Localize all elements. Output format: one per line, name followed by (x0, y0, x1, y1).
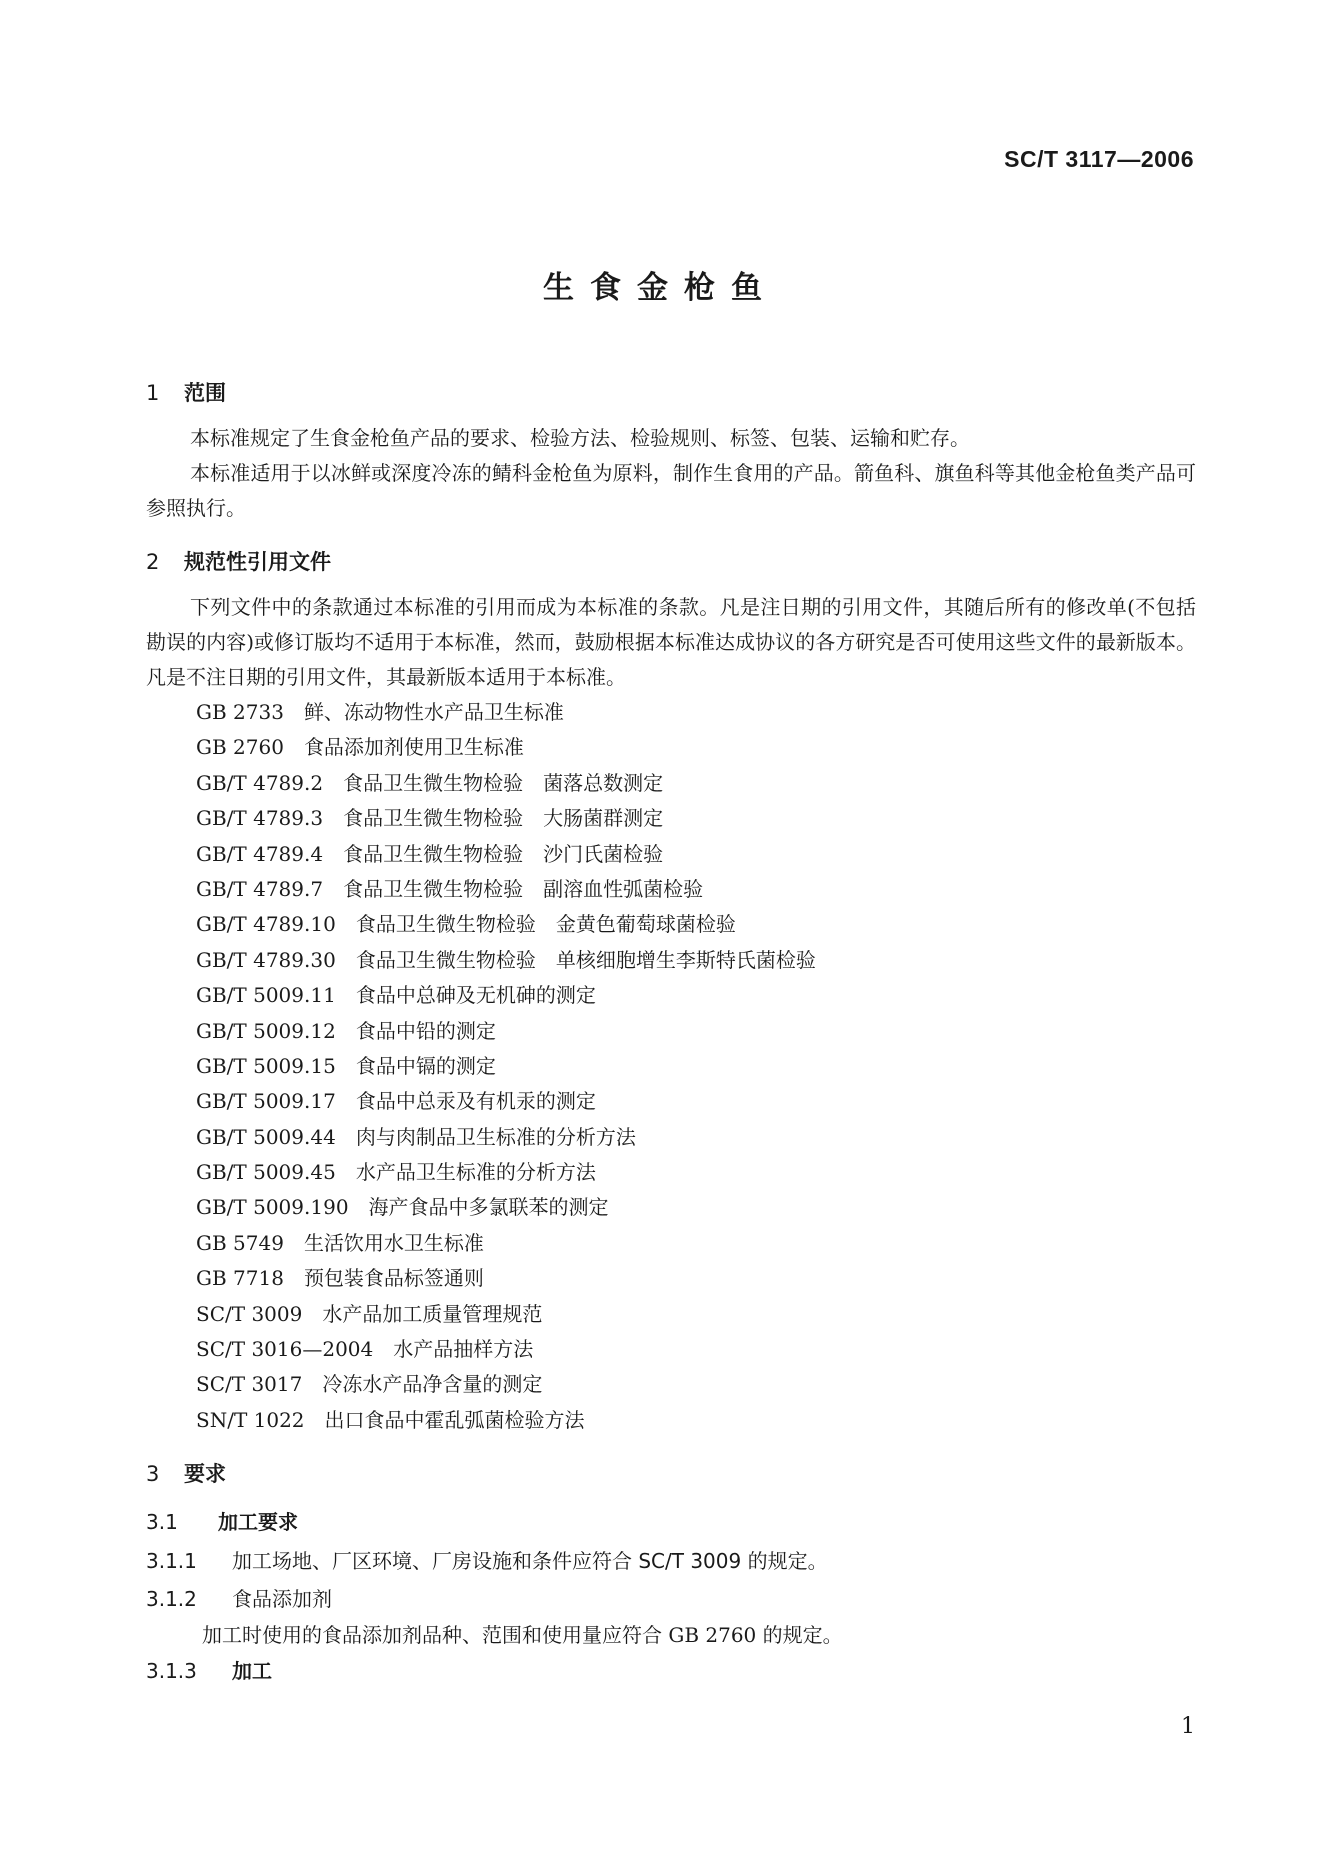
reference-code: GB/T 5009.190 (196, 1195, 349, 1220)
paragraph: 加工时使用的食品添加剂品种、范围和使用量应符合 GB 2760 的规定。 (202, 1623, 843, 1648)
clause (146, 1542, 1196, 1580)
clause-text: 加工场地、厂区环境、厂房设施和条件应符合 SC/T 3009 的规定。 (232, 1549, 828, 1574)
document-title: 生食金枪鱼 (543, 270, 778, 306)
paragraph: 本标准适用于以冰鲜或深度冷冻的鲭科金枪鱼为原料，制作生食用的产品。箭鱼科、旗鱼科等其他金枪鱼类产品可参照执行。 (146, 461, 1196, 520)
reference-code: GB/T 5009.17 (196, 1089, 336, 1114)
reference-code: GB 5749 (196, 1230, 284, 1255)
document-body (146, 365, 1196, 1690)
reference-code: GB/T 4789.7 (196, 876, 324, 901)
section-heading (146, 1446, 1196, 1502)
reference-code: SN/T 1022 (196, 1407, 305, 1432)
reference-item (146, 907, 1196, 942)
reference-item (146, 872, 1196, 907)
clause-number: 3.1.2 (146, 1587, 197, 1612)
paragraph: 下列文件中的条款通过本标准的引用而成为本标准的条款。凡是注日期的引用文件，其随后所有的修改单(不包括勘误的内容)或修订版均不适用于本标准，然而，鼓励根据本标准达成协议的各方研究是否可使用这些文件的最新版本。凡是不注日期的引用文件，其最新版本适用于本标准。 (146, 595, 1196, 689)
reference-code: GB/T 4789.4 (196, 841, 324, 866)
reference-title: 水产品加工质量管理规范 (322, 1301, 543, 1326)
clause (146, 1580, 1196, 1618)
reference-title: 冷冻水产品净含量的测定 (322, 1372, 543, 1397)
reference-title: 鲜、冻动物性水产品卫生标准 (303, 700, 564, 724)
reference-title: 海产食品中多氯联苯的测定 (368, 1195, 609, 1220)
reference-item (146, 1403, 1196, 1438)
section-title: 要求 (184, 1462, 226, 1487)
reference-item (146, 1120, 1196, 1155)
reference-title: 肉与肉制品卫生标准的分析方法 (355, 1124, 636, 1149)
reference-title: 预包装食品标签通则 (303, 1266, 484, 1291)
reference-item (146, 1014, 1196, 1049)
subsection-heading (146, 1502, 1196, 1542)
reference-code: SC/T 3009 (196, 1301, 303, 1326)
section-heading (146, 365, 1196, 421)
reference-item (146, 1190, 1196, 1225)
section-title: 规范性引用文件 (184, 550, 331, 574)
section-number: 3 (146, 1462, 160, 1487)
clause-text: 食品添加剂 (232, 1587, 332, 1612)
section-number: 2 (146, 550, 160, 574)
section-number: 1 (146, 381, 160, 405)
reference-title: 食品添加剂使用卫生标准 (303, 735, 524, 760)
reference-item (146, 943, 1196, 978)
reference-title: 食品卫生微生物检验 副溶血性弧菌检验 (343, 876, 704, 901)
reference-item (146, 766, 1196, 801)
reference-title: 食品中总砷及无机砷的测定 (355, 983, 596, 1008)
reference-item (146, 1084, 1196, 1119)
subsection-number: 3.1 (146, 1510, 178, 1535)
reference-code: GB/T 4789.2 (196, 770, 324, 795)
reference-item (146, 1226, 1196, 1261)
reference-code: GB 2733 (196, 700, 284, 724)
standard-code: SC/T 3117—2006 (1004, 146, 1194, 172)
reference-item (146, 695, 1196, 730)
section-normative-references (146, 534, 1196, 1438)
reference-code: GB 7718 (196, 1266, 284, 1291)
reference-code: GB/T 4789.10 (196, 912, 336, 937)
reference-title: 出口食品中霍乱弧菌检验方法 (324, 1407, 585, 1432)
section-scope (146, 365, 1196, 526)
page-number: 1 (1181, 1714, 1195, 1739)
reference-code: GB/T 5009.44 (196, 1124, 336, 1149)
reference-title: 食品卫生微生物检验 单核细胞增生李斯特氏菌检验 (355, 947, 816, 972)
clause-number: 3.1.1 (146, 1549, 197, 1574)
reference-item (146, 1332, 1196, 1367)
reference-item (146, 1049, 1196, 1084)
reference-item (146, 1297, 1196, 1332)
reference-title: 生活饮用水卫生标准 (303, 1230, 484, 1255)
reference-title: 食品卫生微生物检验 沙门氏菌检验 (343, 841, 664, 866)
reference-title: 食品中镉的测定 (355, 1053, 496, 1078)
reference-code: GB/T 5009.12 (196, 1018, 336, 1043)
reference-item (146, 801, 1196, 836)
reference-title: 食品卫生微生物检验 金黄色葡萄球菌检验 (355, 912, 736, 937)
reference-title: 食品卫生微生物检验 菌落总数测定 (343, 770, 664, 795)
section-requirements (146, 1446, 1196, 1690)
reference-title: 食品卫生微生物检验 大肠菌群测定 (343, 806, 664, 831)
section-title: 范围 (184, 381, 226, 405)
reference-item (146, 978, 1196, 1013)
clause (146, 1652, 1196, 1690)
reference-code: GB 2760 (196, 735, 284, 760)
reference-item (146, 1155, 1196, 1190)
paragraph: 本标准规定了生食金枪鱼产品的要求、检验方法、检验规则、标签、包装、运输和贮存。 (190, 426, 970, 450)
reference-item (146, 730, 1196, 765)
subsection-title: 加工要求 (218, 1510, 298, 1535)
reference-title: 水产品卫生标准的分析方法 (355, 1160, 596, 1185)
reference-code: SC/T 3016—2004 (196, 1337, 374, 1362)
reference-title: 水产品抽样方法 (393, 1337, 534, 1362)
reference-title: 食品中总汞及有机汞的测定 (355, 1089, 596, 1114)
reference-title: 食品中铅的测定 (355, 1018, 496, 1043)
reference-item (146, 1367, 1196, 1402)
reference-code: GB/T 5009.11 (196, 983, 336, 1008)
reference-code: SC/T 3017 (196, 1372, 303, 1397)
reference-code: GB/T 5009.45 (196, 1160, 336, 1185)
clause-text: 加工 (232, 1659, 272, 1684)
reference-item (146, 837, 1196, 872)
section-heading (146, 534, 1196, 590)
reference-list (146, 695, 1196, 1438)
reference-code: GB/T 4789.3 (196, 806, 324, 831)
clause-number: 3.1.3 (146, 1659, 197, 1684)
reference-item (146, 1261, 1196, 1296)
reference-code: GB/T 5009.15 (196, 1053, 336, 1078)
reference-code: GB/T 4789.30 (196, 947, 336, 972)
